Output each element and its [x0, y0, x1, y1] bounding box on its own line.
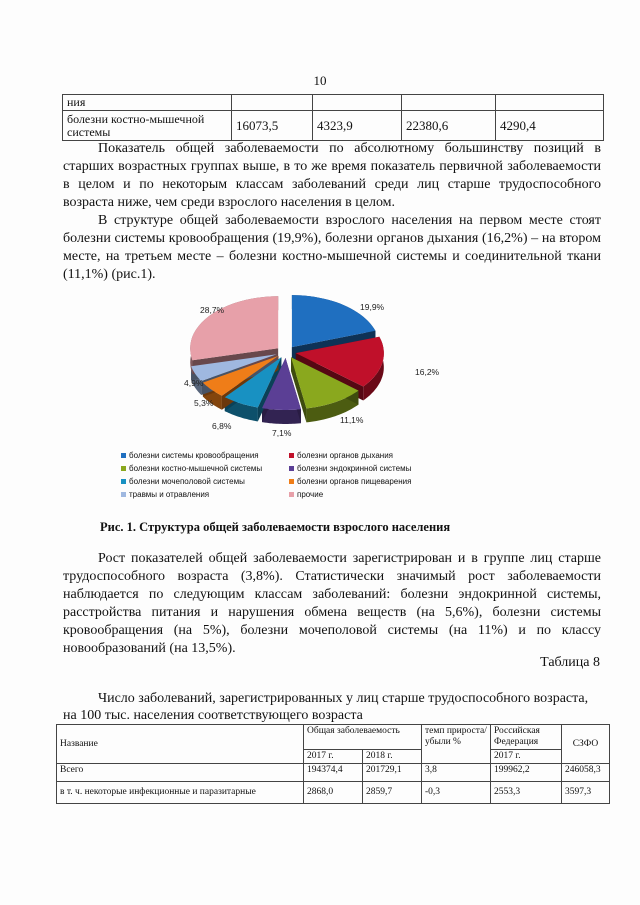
legend-item: [121, 490, 209, 499]
header-2018: 2018 г.: [363, 750, 422, 764]
page-number: 10: [313, 73, 327, 88]
table-cell: [402, 95, 496, 111]
data-label: 5,3%: [194, 398, 214, 408]
table-title-text: Число заболеваний, зарегистрированных у лиц старше трудоспособного возраста, на 100 тыс. населения соответствующего возраста: [63, 691, 589, 723]
legend-swatch: [289, 479, 294, 484]
paragraph-text: Показатель общей заболеваемости по абсолютному большинству позиций в старших возрастных группах выше, в то же время показатель первичной заболеваемости в целом и по некоторым классам заболеваний среди лиц старше трудоспособного возраста ниже, чем среди взрослого населения в целом.: [63, 141, 601, 210]
table-cell: 3597,3: [562, 782, 610, 804]
table-row: [63, 95, 604, 111]
pie-slice-side: [262, 408, 301, 424]
table-cell: 201729,1: [363, 764, 422, 782]
table-cell: 4290,4: [496, 111, 604, 141]
table-cell: 246058,3: [562, 764, 610, 782]
table-number: Таблица 8: [540, 655, 600, 670]
data-label: 19,9%: [360, 302, 385, 312]
figure-caption: Рис. 1. Структура общей заболеваемости взрослого населения: [100, 520, 451, 534]
paragraph-2: [63, 212, 601, 284]
table-cell: в т. ч. некоторые инфекционные и паразитарные: [57, 782, 304, 804]
table-cell: 16073,5: [232, 111, 313, 141]
legend-swatch: [289, 453, 294, 458]
table-cell: 2859,7: [363, 782, 422, 804]
header-szfo: СЗФО: [562, 725, 610, 764]
data-label: 16,2%: [415, 367, 440, 377]
legend-swatch: [121, 453, 126, 458]
header-rate: темп прироста/ убыли %: [422, 725, 491, 764]
legend-item: [289, 490, 323, 499]
table-cell: [313, 95, 402, 111]
paragraph-1: [63, 140, 601, 212]
table-cell: 2553,3: [491, 782, 562, 804]
legend-item: [121, 464, 262, 473]
paragraph-3: [63, 550, 601, 658]
legend-item: [289, 451, 393, 460]
data-table: [56, 724, 610, 804]
table-cell: Всего: [57, 764, 304, 782]
legend-swatch: [121, 492, 126, 497]
legend-label: болезни органов пищеварения: [297, 477, 412, 486]
header-rf: Российская Федерация: [491, 725, 562, 750]
data-label: 11,1%: [340, 415, 364, 425]
legend-label: болезни мочеполовой системы: [129, 477, 245, 486]
table-cell: ния: [63, 95, 232, 111]
table-row: [63, 111, 604, 141]
table-cell: 22380,6: [402, 111, 496, 141]
legend-label: болезни системы кровообращения: [129, 451, 259, 460]
header-total: Общая заболеваемость: [304, 725, 422, 750]
legend-label: прочие: [297, 490, 324, 499]
legend-item: [289, 477, 411, 486]
legend-swatch: [121, 479, 126, 484]
table-cell: 194374,4: [304, 764, 363, 782]
continued-table: [62, 94, 604, 141]
legend-item: [121, 477, 245, 486]
data-label: 6,8%: [212, 421, 232, 431]
legend-item: [121, 451, 259, 460]
legend-swatch: [289, 492, 294, 497]
legend-item: [289, 464, 411, 473]
table-cell: 2868,0: [304, 782, 363, 804]
table-header-row: [57, 725, 610, 750]
paragraph-text: В структуре общей заболеваемости взрослого населения на первом месте стоят болезни системы кровообращения (19,9%), болезни органов дыхания (16,2%) – на втором месте, на третьем месте – болезни костно-мышечной системы и соединительной ткани (11,1%) (рис.1).: [63, 213, 601, 282]
legend-label: болезни органов дыхания: [297, 451, 393, 460]
paragraph-text: Рост показателей общей заболеваемости зарегистрирован и в группе лиц старше трудоспособного возраста (3,8%). Статистически значимый рост заболеваемости наблюдается по следующим классам заболеваний: болезни эндокринной системы, расстройства питания и нарушения обмена веществ (на 5,6%), болезни системы кровообращения (на 5%), болезни мочеполовой системы (на 11%) и по классу новообразований (на 13,5%).: [63, 551, 601, 656]
table-cell: [232, 95, 313, 111]
pie-chart: [120, 290, 450, 450]
legend-label: болезни костно-мышечной системы: [129, 464, 263, 473]
header-name: Название: [57, 725, 304, 764]
data-label: 4,9%: [184, 378, 204, 388]
table-row: [57, 764, 610, 782]
table-cell: 199962,2: [491, 764, 562, 782]
table-row: [57, 782, 610, 804]
legend-swatch: [289, 466, 294, 471]
table-title: [63, 690, 601, 724]
header-rf-year: 2017 г.: [491, 750, 562, 764]
data-label: 7,1%: [272, 428, 292, 438]
legend-swatch: [121, 466, 126, 471]
legend-label: травмы и отравления: [129, 490, 210, 499]
table-cell: -0,3: [422, 782, 491, 804]
legend-label: болезни эндокринной системы: [297, 464, 412, 473]
table-cell: 4323,9: [313, 111, 402, 141]
data-label: 28,7%: [200, 305, 225, 315]
header-2017: 2017 г.: [304, 750, 363, 764]
table-cell: болезни костно-мышечной системы: [63, 111, 232, 141]
table-cell: [496, 95, 604, 111]
table-cell: 3,8: [422, 764, 491, 782]
